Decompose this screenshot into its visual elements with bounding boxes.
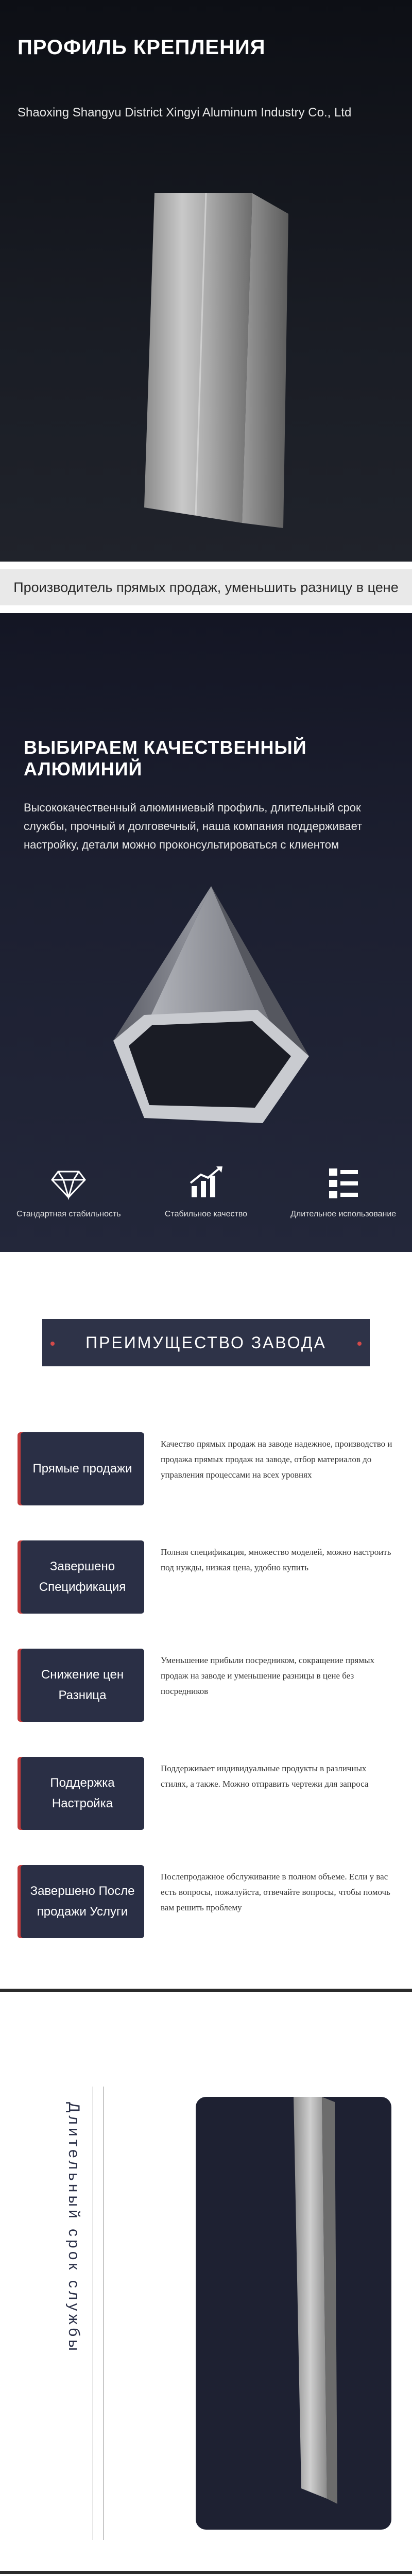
- feature-item: [287, 1164, 400, 1236]
- tube-photo: [196, 2097, 391, 2530]
- square-tube-image: [196, 2097, 391, 2530]
- hero-banner: Производитель прямых продаж, уменьшить разницу в цене: [0, 569, 412, 605]
- chart-icon: [187, 1164, 225, 1201]
- diamond-icon: [50, 1164, 87, 1201]
- feature-item: [149, 1164, 263, 1236]
- hero-section: [0, 0, 412, 562]
- service-life-section: [21, 2081, 391, 2545]
- advantage-label: Прямые продажи: [21, 1432, 144, 1505]
- divider-line: [103, 2087, 104, 2540]
- service-life-text: Длительный срок службы: [65, 2102, 82, 2354]
- advantage-desc: Поддерживает индивидуальные продукты в различных стилях, а также. Можно отправить чертежи для запроса: [161, 1764, 369, 1789]
- advantage-row: [21, 1757, 391, 1830]
- advantage-label: Поддержка Настройка: [21, 1757, 144, 1830]
- hero-subtitle: Shaoxing Shangyu District Xingyi Aluminum Industry Co., Ltd: [18, 106, 352, 120]
- hero-title: ПРОФИЛЬ КРЕПЛЕНИЯ: [18, 36, 266, 59]
- advantage-desc: Послепродажное обслуживание в полном объеме. Если у вас есть вопросы, пожалуйста, отвечайте вопросы, чтобы помочь вам решить проблему: [161, 1872, 390, 1912]
- list-icon: [325, 1164, 362, 1201]
- hexagonal-tube-image: [93, 886, 319, 1133]
- advantage-row: [21, 1432, 391, 1505]
- advantage-row: [21, 1540, 391, 1614]
- advantage-desc: Качество прямых продаж на заводе надежное, производство и продажа прямых продаж на заводе, отбор материалов до управления процессами на всех уровнях: [161, 1439, 392, 1480]
- advantage-label: Завершено После продажи Услуги: [21, 1865, 144, 1938]
- quality-title: ВЫБИРАЕМ КАЧЕСТВЕННЫЙ АЛЮМИНИЙ: [24, 737, 307, 779]
- feature-label: Стабильное качество: [164, 1210, 248, 1218]
- feature-label: Длительное использование: [290, 1210, 397, 1218]
- advantages-title: ПРЕИМУЩЕСТВО ЗАВОДА: [42, 1319, 370, 1366]
- section-divider: [0, 2571, 412, 2574]
- quality-features: [0, 1164, 412, 1236]
- quality-section: [0, 613, 412, 1252]
- aluminum-tube-image: [134, 193, 304, 533]
- advantage-desc: Полная спецификация, множество моделей, можно настроить под нужды, низкая цена, удобно купить: [161, 1547, 391, 1572]
- advantage-row: [21, 1649, 391, 1722]
- feature-item: [12, 1164, 125, 1236]
- feature-label: Стандартная стабильность: [16, 1210, 121, 1218]
- advantage-label: Завершено Спецификация: [21, 1540, 144, 1614]
- advantage-row: [21, 1865, 391, 1938]
- section-divider: [0, 1989, 412, 1992]
- advantage-label: Снижение цен Разница: [21, 1649, 144, 1722]
- advantage-desc: Уменьшение прибыли посредником, сокращение прямых продаж на заводе и уменьшение разницы в цене без посредников: [161, 1655, 375, 1696]
- quality-text: Высококачественный алюминиевый профиль, длительный срок службы, прочный и долговечный, наша компания поддерживает настройку, детали можно проконсультироваться с клиентом: [24, 801, 363, 851]
